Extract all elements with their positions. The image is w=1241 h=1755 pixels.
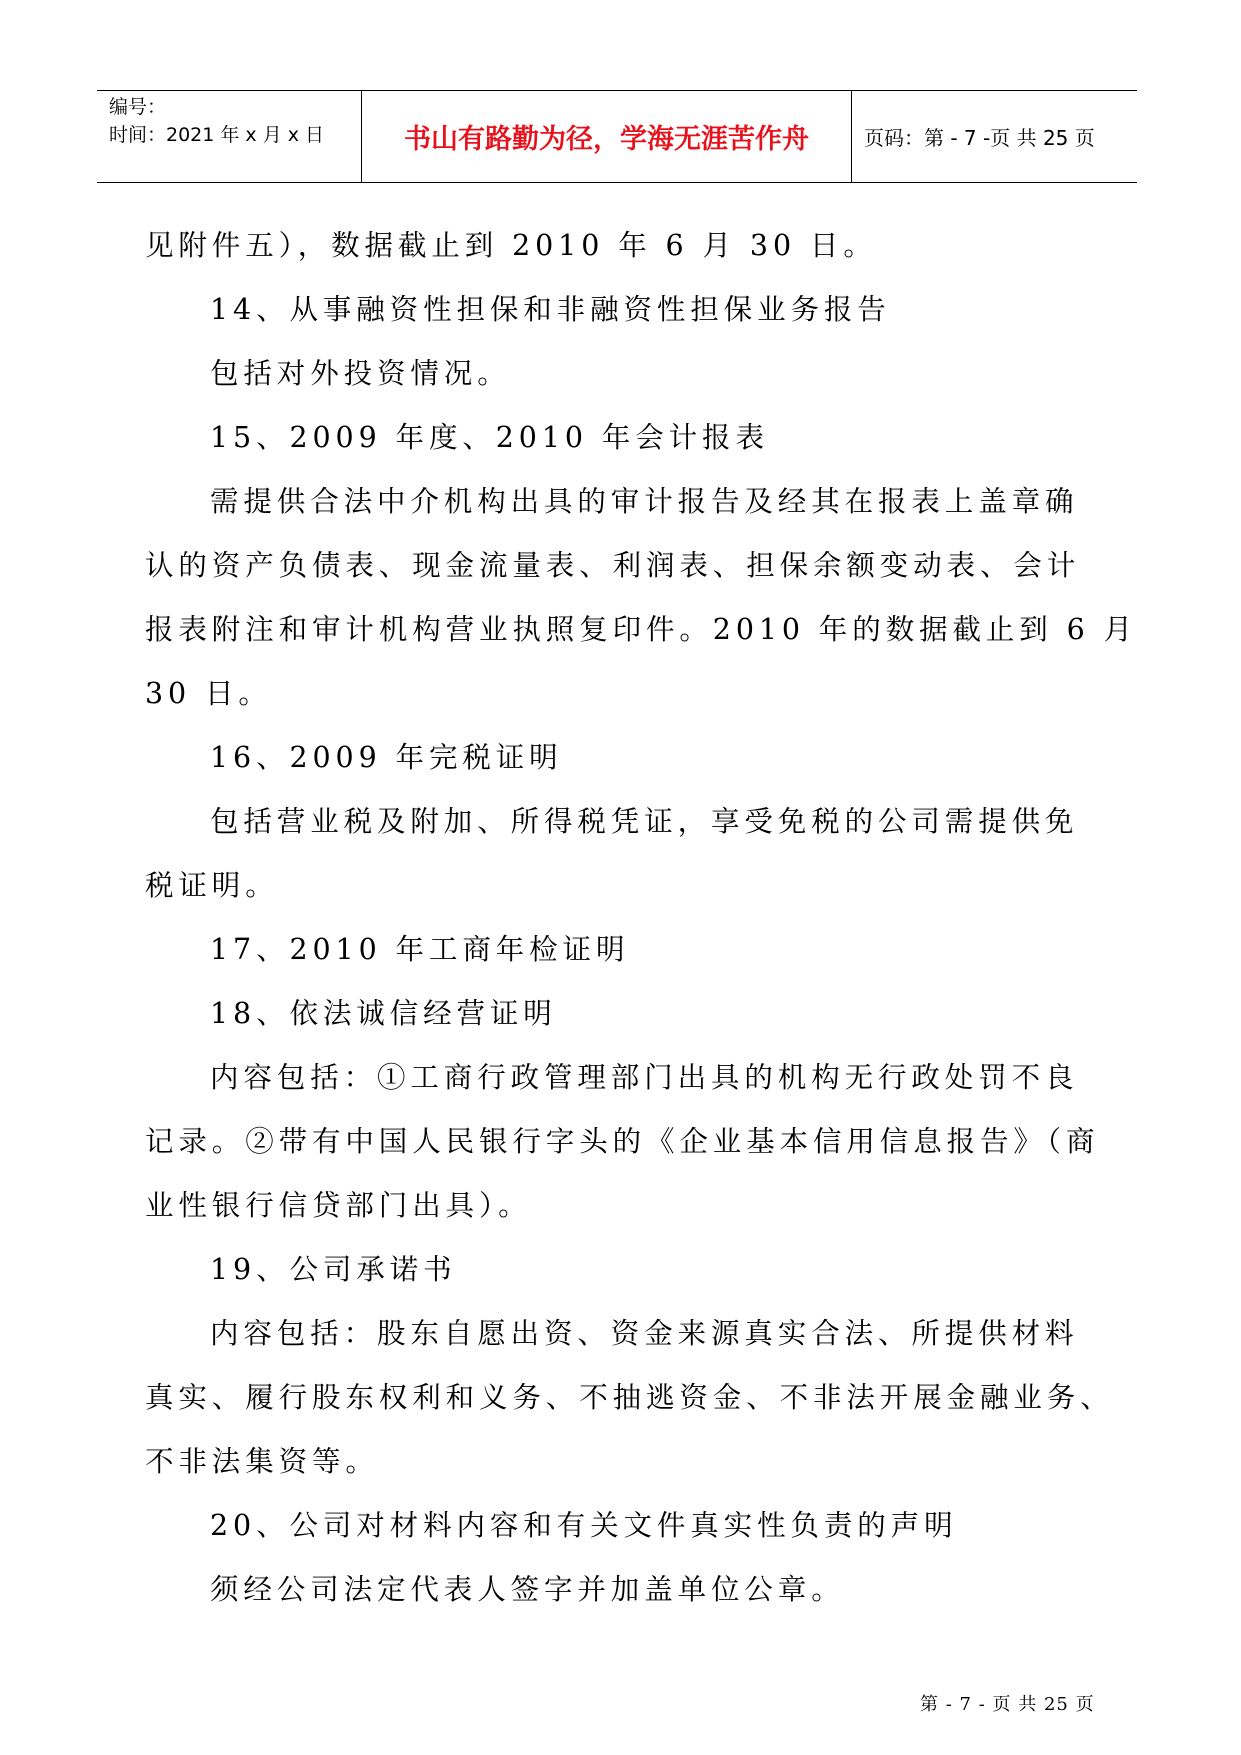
header-meta [97,91,362,182]
text-line: 认的资产负债表、现金流量表、利润表、担保余额变动表、会计 [145,549,1081,582]
document-body [145,214,1138,1622]
text-line: 15、2009 年度、2010 年会计报表 [210,421,769,454]
header-motto-cell [362,91,852,182]
page-header [97,90,1137,183]
text-line: 见附件五），数据截止到 2010 年 6 月 30 日。 [145,229,877,262]
text-line: 包括营业税及附加、所得税凭证，享受免税的公司需提供免 [210,805,1079,838]
text-line: 需提供合法中介机构出具的审计报告及经其在报表上盖章确 [210,485,1079,518]
text-line: 14、从事融资性担保和非融资性担保业务报告 [210,293,891,326]
text-line: 须经公司法定代表人签字并加盖单位公章。 [210,1573,845,1606]
header-page-cell [852,91,1137,182]
text-line: 19、公司承诺书 [210,1253,457,1286]
text-line: 税证明。 [145,869,279,902]
text-line: 内容包括：①工商行政管理部门出具的机构无行政处罚不良 [210,1061,1079,1094]
motto-text: 书山有路勤为径，学海无涯苦作舟 [404,124,809,155]
number-label: 编号： [109,96,167,118]
text-line: 20、公司对材料内容和有关文件真实性负责的声明 [210,1509,958,1542]
text-line: 不非法集资等。 [145,1445,379,1478]
text-line: 17、2010 年工商年检证明 [210,933,630,966]
text-line: 报表附注和审计机构营业执照复印件。2010 年的数据截止到 6 月 [145,613,1138,646]
text-line: 18、依法诚信经营证明 [210,997,557,1030]
text-line: 包括对外投资情况。 [210,357,511,390]
page-footer: 第 - 7 - 页 共 25 页 [920,1694,1095,1715]
header-page-label: 页码：第 - 7 -页 共 25 页 [864,126,1095,150]
time-label: 时间：2021 年 x 月 x 日 [109,124,325,146]
text-line: 内容包括：股东自愿出资、资金来源真实合法、所提供材料 [210,1317,1079,1350]
text-line: 业性银行信贷部门出具）。 [145,1189,532,1222]
text-line: 30 日。 [145,677,272,710]
text-line: 16、2009 年完税证明 [210,741,563,774]
text-line: 记录。②带有中国人民银行字头的《企业基本信用信息报告》（商 [145,1125,1100,1158]
text-line: 真实、履行股东权利和义务、不抽逃资金、不非法开展金融业务、 [145,1381,1114,1414]
